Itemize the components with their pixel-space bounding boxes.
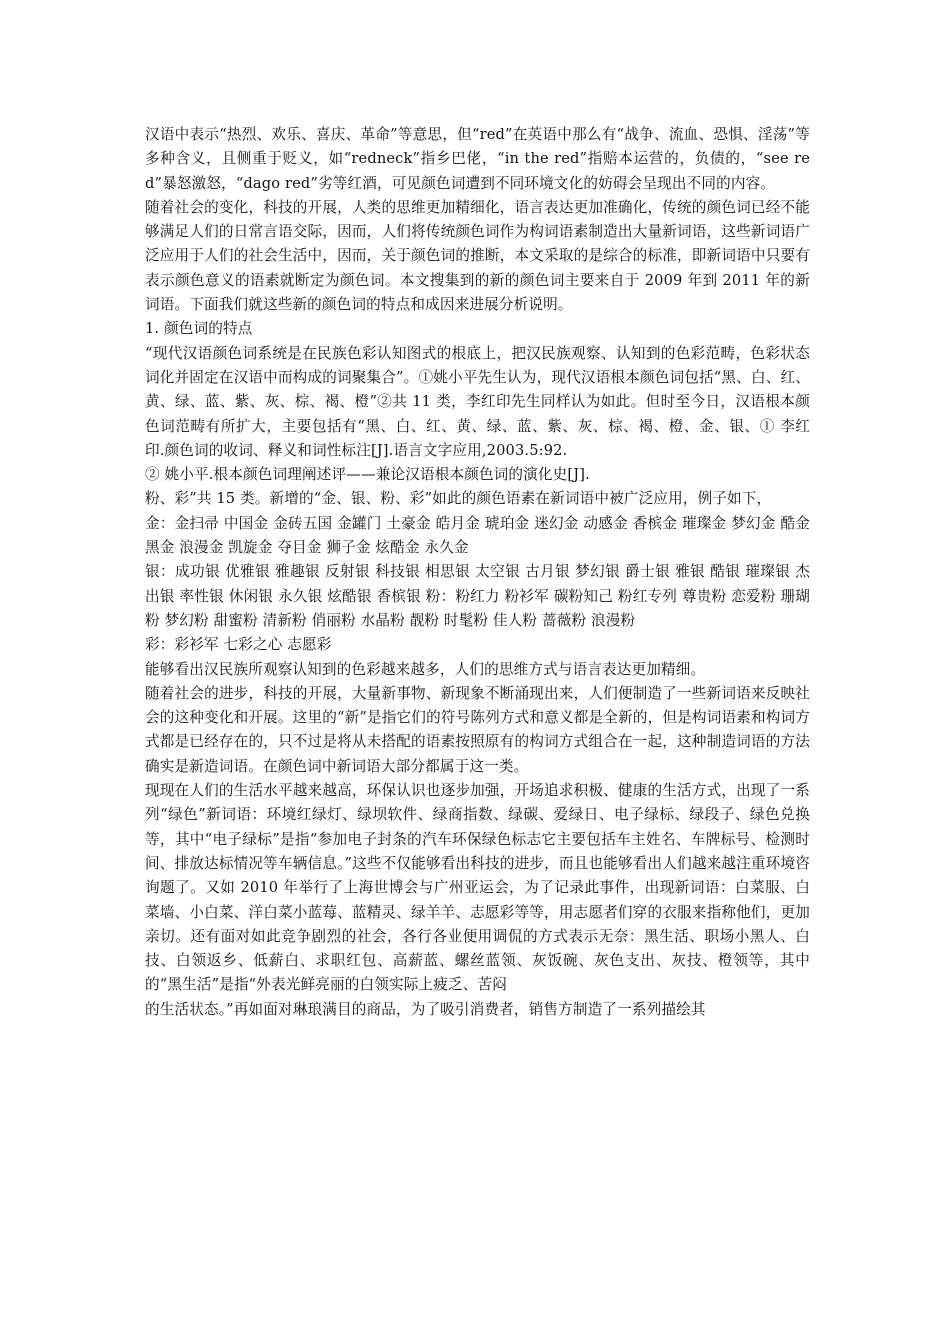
document-body — [145, 123, 810, 1022]
example-list-silver-pink: 银：成功银 优雅银 雅趣银 反射银 科技银 相思银 太空银 古月银 梦幻银 爵士银 雅银 酷银 璀璨银 杰出银 率性银 休闲银 永久银 炫酷银 香槟银 粉：粉红力 粉衫军 碳粉知己 粉红专列 尊贵粉 恋爱粉 珊瑚粉 梦幻粉 甜蜜粉 清新粉 俏丽粉 水晶粉 靓粉 时髦粉 佳人粉 蔷薇粉 浪漫粉 — [145, 563, 810, 629]
section-heading-color-word-features: 1. 颜色词的特点 — [145, 320, 253, 338]
paragraph-new-words-formation: 随着社会的进步，科技的开展，大量新事物、新现象不断涌现出来，人们便制造了一些新词语来反映社会的这种变化和开展。这里的“新”是指它们的符号陈列方式和意义都是全新的，但是构词语素和构词方式都是已经存在的，只不过是将从未搭配的语素按照原有的构词方式组合在一起，这种制造词语的方法确实是新造词语。在颜色词中新词语大部分都属于这一类。 — [145, 684, 810, 775]
paragraph-sales-terms: 的生活状态。”再如面对琳琅满目的商品，为了吸引消费者，销售方制造了一系列描绘其 — [145, 1000, 706, 1018]
paragraph-fifteen-categories: 粉、彩”共 15 类。新增的“金、银、粉、彩”如此的颜色语素在新词语中被广泛应用，例子如下， — [145, 490, 772, 508]
footnote-yao-xiaoping: ② 姚小平.根本颜色词理阐述评——兼论汉语根本颜色词的演化史[J]. — [145, 466, 590, 484]
paragraph-green-words: 现现在人们的生活水平越来越高，环保认识也逐步加强，开场追求积极、健康的生活方式，出现了一系列“绿色”新词语：环境红绿灯、绿坝软件、绿商指数、绿碳、爱绿日、电子绿标、绿段子、绿色兑换等，其中“电子绿标”是指“参加电子封条的汽车环保绿色标志它主要包括车主姓名、车牌标号、检测时间、排放达标情况等车辆信息。”这些不仅能够看出科技的进步，而且也能够看出人们越来越注重环境咨询题了。又如 2010 年举行了上海世博会与广州亚运会，为了记录此事件，出现新词语：白菜服、白菜墙、小白菜、洋白菜小蓝莓、蓝精灵、绿羊羊、志愿彩等等，用志愿者们穿的衣服来指称他们，更加亲切。还有面对如此竞争剧烈的社会，各行各业便用调侃的方式表示无奈：黑生活、职场小黑人、白技、白领返乡、低薪白、求职红包、高薪蓝、螺丝蓝领、灰饭碗、灰色支出、灰技、橙领等，其中的“黑生活”是指“外表光鲜亮丽的白领实际上疲乏、苦闷 — [145, 782, 810, 994]
example-list-gold: 金：金扫帚 中国金 金砖五国 金罐门 土豪金 皓月金 琥珀金 迷幻金 动感金 香槟金 璀璨金 梦幻金 酷金 黑金 浪漫金 凯旋金 夺目金 狮子金 炫酷金 永久金 — [145, 514, 810, 557]
paragraph-observation: 能够看出汉民族所观察认知到的色彩越来越多，人们的思维方式与语言表达更加精细。 — [145, 660, 706, 678]
paragraph-social-change: 随着社会的变化，科技的开展，人类的思维更加精细化，语言表达更加准确化，传统的颜色词已经不能够满足人们的日常言语交际，因而，人们将传统颜色词作为构词语素制造出大量新词语，这些新词语广泛应用于人们的社会生活中，因而，关于颜色词的推断，本文采取的是综合的标准，即新词语中只要有表示颜色意义的语素就断定为颜色词。本文搜集到的新的颜色词主要来自于 2009 年到 2011 年的新词语。下面我们就这些新的颜色词的特点和成因来进展分析说明。 — [145, 198, 810, 314]
paragraph-color-system: “现代汉语颜色词系统是在民族色彩认知图式的根底上，把汉民族观察、认知到的色彩范畴，色彩状态词化并固定在汉语中而构成的词聚集合”。①姚小平先生认为，现代汉语根本颜色词包括“黑、白、红、黄、绿、蓝、紫、灰、棕、褐、橙”②共 11 类，李红印先生同样认为如此。但时至今日，汉语根本颜色词范畴有所扩大，主要包括有“黑、白、红、黄、绿、蓝、紫、灰、棕、褐、橙、金、银、① 李红印.颜色词的收词、释义和词性标注[J].语言文字应用,2003.5:92. — [145, 344, 810, 459]
paragraph-red-meaning: 汉语中表示“热烈、欢乐、喜庆、革命”等意思，但“red”在英语中那么有“战争、流血、恐惧、淫荡”等多种含义，且侧重于贬义，如“redneck”指乡巴佬，“in the red”指赔本运营的，负债的，“see red”暴怒激怒，“dago red”劣等红酒，可见颜色词遭到不同环境文化的妨碍会呈现出不同的内容。 — [145, 126, 810, 192]
example-list-color: 彩：彩衫军 七彩之心 志愿彩 — [145, 636, 332, 654]
